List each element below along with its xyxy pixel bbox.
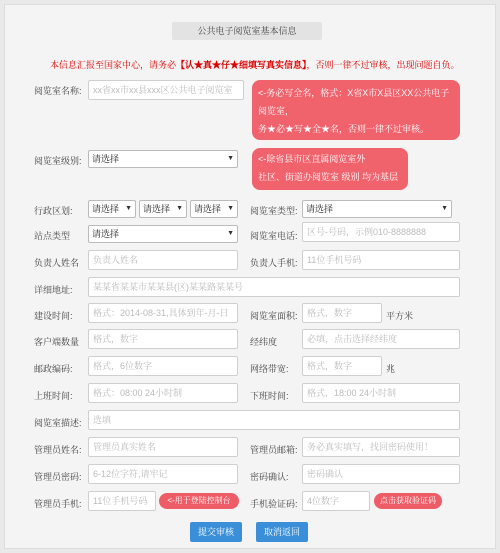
pwd-confirm-input[interactable]: 密码确认: [302, 464, 460, 484]
zip-input[interactable]: 格式，6位数字: [88, 356, 238, 376]
area-unit: 平方米: [386, 311, 414, 321]
work-end-input[interactable]: 格式，18:00 24小时制: [302, 383, 460, 403]
phone-label: 阅览室电话:: [250, 231, 298, 241]
chevron-down-icon: ▼: [125, 205, 132, 212]
work-end-label: 下班时间:: [250, 391, 289, 401]
address-input[interactable]: 某某省某某市某某县(区)某某路某某号: [88, 277, 460, 297]
pwd-confirm-label: 密码确认:: [250, 472, 289, 482]
notice-suffix: ，否则一律不过审核，出现问题自负。: [306, 60, 460, 70]
room-type-label: 阅览室类型:: [250, 206, 298, 216]
build-time-input[interactable]: 格式：2014-08-31,具体到年-月-日: [88, 303, 238, 323]
page-title: 公共电子阅览室基本信息: [172, 22, 322, 40]
get-sms-code-button[interactable]: 点击获取验证码: [374, 493, 442, 509]
name-tip-line2: 务★必★写★全★名，否则一律不过审核。: [258, 124, 430, 134]
address-label: 详细地址:: [34, 285, 73, 295]
admin-mobile-label: 管理员手机:: [34, 499, 82, 509]
notice-highlight: 【认★真★仔★细填写真实信息】: [176, 60, 307, 70]
region-label: 行政区划:: [34, 206, 73, 216]
admin-email-label: 管理员邮箱:: [250, 445, 298, 455]
description-label: 阅览室描述:: [34, 418, 82, 428]
submit-button[interactable]: 提交审核: [190, 522, 242, 542]
lnglat-input[interactable]: 必填，点击选择经纬度: [302, 329, 460, 349]
manager-mobile-input[interactable]: 11位手机号码: [302, 250, 460, 270]
build-time-label: 建设时间:: [34, 311, 73, 321]
admin-name-label: 管理员姓名:: [34, 445, 82, 455]
level-tip-line1: <-除省县市区直属阅览室外: [258, 154, 366, 164]
admin-email-input[interactable]: 务必真实填写，找回密码使用！: [302, 437, 460, 457]
name-tip-bubble: [252, 80, 460, 140]
work-start-input[interactable]: 格式：08:00 24小时制: [88, 383, 238, 403]
manager-mobile-label: 负责人手机:: [250, 258, 298, 268]
county-select[interactable]: [190, 200, 238, 218]
bandwidth-input[interactable]: 格式，数字: [302, 356, 382, 376]
province-select[interactable]: [88, 200, 136, 218]
admin-mobile-input[interactable]: 11位手机号码: [88, 491, 156, 511]
name-input[interactable]: xx省xx市xx县xxx区公共电子阅览室: [88, 80, 244, 100]
site-type-select-value: 请选择: [92, 229, 120, 239]
terminals-input[interactable]: 格式，数字: [88, 329, 238, 349]
county-select-value: 请选择: [194, 204, 222, 214]
lnglat-label: 经纬度: [250, 337, 278, 347]
chevron-down-icon: ▼: [441, 205, 448, 212]
admin-name-input[interactable]: 管理员真实姓名: [88, 437, 238, 457]
name-label: 阅览室名称:: [34, 86, 82, 96]
site-type-label: 站点类型: [34, 231, 71, 241]
admin-pwd-label: 管理员密码:: [34, 472, 82, 482]
admin-mobile-tip: <-用于登陆控制台: [159, 493, 239, 509]
manager-name-label: 负责人姓名: [34, 258, 80, 268]
admin-pwd-input[interactable]: 6-12位字符,请牢记: [88, 464, 238, 484]
cancel-button[interactable]: 取消返回: [256, 522, 308, 542]
notice-text: [50, 58, 460, 71]
bandwidth-unit: 兆: [386, 364, 396, 374]
phone-input[interactable]: 区号-号码，示例010-8888888: [302, 222, 460, 242]
level-label: 阅览室级别:: [34, 156, 82, 166]
city-select-value: 请选择: [143, 204, 171, 214]
level-select-value: 请选择: [92, 154, 120, 164]
sms-code-label: 手机验证码:: [250, 499, 298, 509]
terminals-label: 客户端数量: [34, 337, 80, 347]
site-type-select[interactable]: [88, 225, 238, 243]
zip-label: 邮政编码:: [34, 364, 73, 374]
manager-name-input[interactable]: 负责人姓名: [88, 250, 238, 270]
name-tip-line1: <-务必写全名，格式：X省X市X县区XX公共电子阅览室，: [258, 88, 450, 116]
area-label: 阅览室面积:: [250, 311, 298, 321]
level-tip-bubble: [252, 148, 408, 190]
level-tip-line2: 社区、街道办阅览室 级别 均为基层: [258, 172, 399, 182]
room-type-select[interactable]: [302, 200, 452, 218]
chevron-down-icon: ▼: [227, 230, 234, 237]
bandwidth-label: 网络带宽:: [250, 364, 289, 374]
city-select[interactable]: [139, 200, 187, 218]
description-input[interactable]: 选填: [88, 410, 460, 430]
chevron-down-icon: ▼: [176, 205, 183, 212]
level-select[interactable]: [88, 150, 238, 168]
chevron-down-icon: ▼: [227, 205, 234, 212]
province-select-value: 请选择: [92, 204, 120, 214]
room-type-select-value: 请选择: [306, 204, 334, 214]
chevron-down-icon: ▼: [227, 155, 234, 162]
area-input[interactable]: 格式，数字: [302, 303, 382, 323]
work-start-label: 上班时间:: [34, 391, 73, 401]
sms-code-input[interactable]: 4位数字: [302, 491, 370, 511]
notice-prefix: 本信息汇报至国家中心，请务必: [50, 60, 177, 70]
